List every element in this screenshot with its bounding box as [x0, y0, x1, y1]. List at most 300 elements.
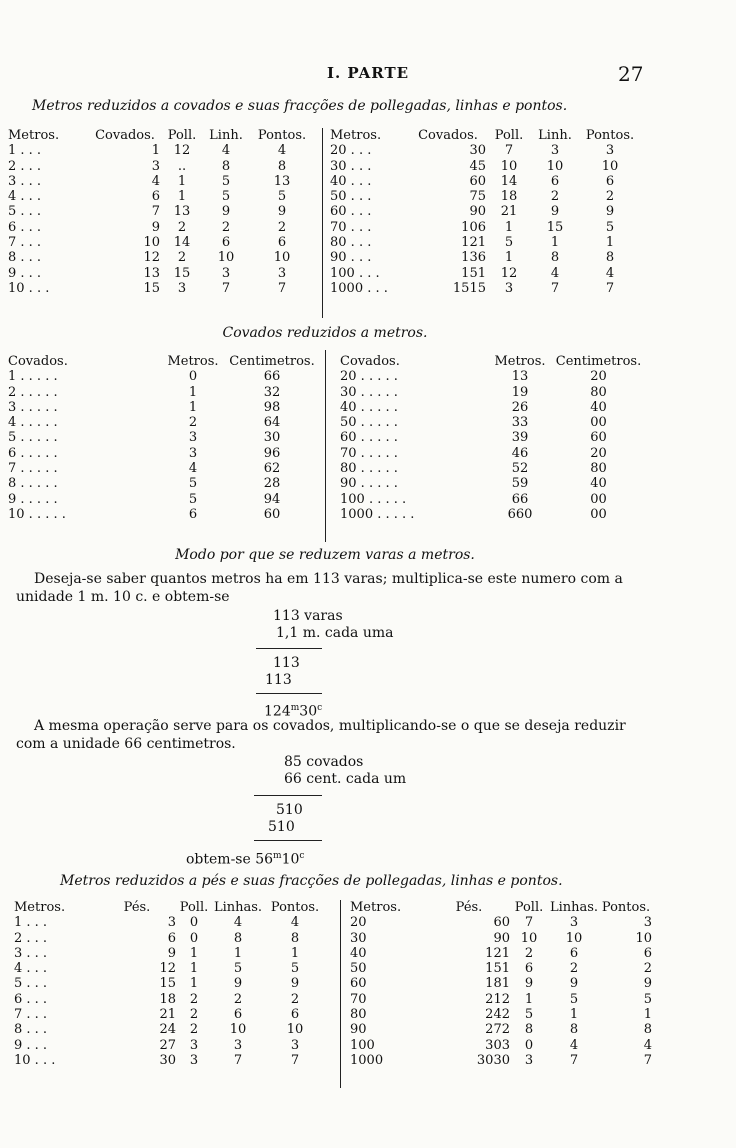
s1r-cell-col2: 14 — [500, 173, 518, 189]
s4r-cell-col2: 1 — [524, 991, 534, 1007]
s1l-cell-col1: 1 — [151, 143, 160, 159]
table-row — [350, 1038, 652, 1053]
calc1-line4: 113 — [265, 672, 292, 688]
s1r-cell-col3: 10 — [546, 158, 564, 174]
s2l-cell-col2: 98 — [263, 399, 281, 415]
page-number: 27 — [618, 62, 644, 86]
s1l-cell-col4: 2 — [277, 219, 287, 235]
table-row — [340, 369, 645, 384]
s1l-cell-col1: 12 — [143, 250, 160, 266]
table-row — [330, 143, 642, 158]
s4r-cell-col3: 5 — [569, 991, 579, 1007]
s1r-cell-col0: 1000 . . . — [330, 280, 388, 296]
s2l-cell-col2: 96 — [263, 445, 281, 461]
table-row — [340, 476, 645, 491]
s4l-cell-col1: 3 — [167, 915, 176, 931]
table-header-row — [350, 900, 652, 915]
table-row — [8, 415, 316, 430]
s4l-cell-col1: 30 — [159, 1052, 176, 1068]
s1l-cell-col1: 13 — [143, 265, 160, 281]
table-row — [8, 281, 316, 296]
s2l-cell-col2: 32 — [263, 384, 281, 400]
table-row — [14, 1038, 326, 1053]
s2l-cell-col1: 3 — [188, 430, 198, 446]
table-row — [340, 446, 645, 461]
s4l-cell-col3: 8 — [233, 930, 243, 946]
s4r-cell-col3: 4 — [569, 1037, 579, 1053]
s4l-cell-col3: 7 — [233, 1052, 243, 1068]
table-row — [8, 204, 316, 219]
s2l-cell-col1: 5 — [188, 491, 198, 507]
s2r-cell-col2: 60 — [590, 430, 607, 446]
s1r-cell-col1: 75 — [469, 189, 486, 205]
s1l-cell-col1: 3 — [151, 158, 160, 174]
table-row — [8, 235, 316, 250]
s4r-cell-col3: 2 — [569, 961, 579, 977]
table-row — [340, 385, 645, 400]
s2r-cell-col0: 70 . . . . . — [340, 445, 398, 461]
s4r-cell-col1: 121 — [485, 945, 510, 961]
s2l-header-col1: Metros. — [167, 354, 219, 369]
s1l-cell-col0: 9 . . . — [8, 265, 42, 281]
s1r-cell-col1: 136 — [461, 250, 486, 266]
s4r-cell-col2: 3 — [524, 1052, 534, 1068]
s4r-cell-col4: 5 — [643, 991, 652, 1007]
s2r-cell-col1: 46 — [511, 445, 529, 461]
s2l-cell-col1: 5 — [188, 476, 198, 492]
s1r-header-col1: Covados. — [418, 128, 478, 143]
table-row — [340, 461, 645, 476]
s2l-cell-col0: 6 . . . . . — [8, 445, 58, 461]
table-row — [14, 946, 326, 961]
s2r-cell-col2: 20 — [590, 445, 607, 461]
s4l-cell-col2: 2 — [189, 1007, 199, 1023]
table-row — [8, 174, 316, 189]
s4r-header-col0: Metros. — [350, 900, 402, 915]
s4l-cell-col1: 12 — [159, 961, 176, 977]
s4l-header-col3: Linhas. — [213, 900, 263, 915]
s4r-cell-col4: 6 — [643, 945, 652, 961]
s4l-cell-col4: 6 — [290, 1007, 300, 1023]
s2l-cell-col2: 28 — [263, 476, 281, 492]
s1l-cell-col2: 15 — [173, 265, 191, 281]
s4l-cell-col4: 5 — [290, 961, 300, 977]
table-row — [8, 143, 316, 158]
s1l-cell-col4: 9 — [277, 204, 287, 220]
s2l-cell-col1: 0 — [188, 369, 198, 385]
s1l-cell-col0: 6 . . . — [8, 219, 42, 235]
section3-title: Modo por que se reduzem varas a metros. — [175, 547, 475, 563]
s2-divider — [325, 350, 326, 542]
s2l-cell-col0: 1 . . . . . — [8, 369, 58, 385]
s2r-cell-col2: 40 — [590, 399, 607, 415]
s1l-cell-col3: 10 — [217, 250, 235, 266]
s2l-cell-col0: 7 . . . . . — [8, 461, 58, 477]
section1-title: Metros reduzidos a covados e suas fracções de pollegadas, linhas e pontos. — [32, 98, 568, 114]
s1l-cell-col4: 10 — [273, 250, 291, 266]
s4l-cell-col3: 5 — [233, 961, 243, 977]
table-row — [14, 961, 326, 976]
section2-title: Covados reduzidos a metros. — [222, 325, 428, 341]
calc1-line3: 113 — [273, 655, 300, 671]
s1l-cell-col3: 6 — [221, 235, 231, 251]
s1l-cell-col1: 7 — [151, 204, 160, 220]
s1r-cell-col3: 9 — [550, 204, 560, 220]
table-row — [350, 1007, 652, 1022]
table-row — [8, 476, 316, 491]
s4r-cell-col3: 1 — [569, 1007, 579, 1023]
table-row — [350, 915, 652, 930]
s1r-cell-col4: 8 — [605, 250, 615, 266]
table-row — [8, 446, 316, 461]
s4l-cell-col1: 9 — [167, 945, 176, 961]
s2l-cell-col0: 4 . . . . . — [8, 415, 58, 431]
s1l-cell-col2: 2 — [177, 219, 187, 235]
s2r-cell-col1: 59 — [511, 476, 529, 492]
s2l-cell-col2: 64 — [263, 415, 281, 431]
table-row — [8, 507, 316, 522]
s1l-cell-col0: 2 . . . — [8, 158, 42, 174]
s2l-cell-col0: 8 . . . . . — [8, 476, 58, 492]
s2l-cell-col1: 2 — [188, 415, 198, 431]
s1r-cell-col0: 50 . . . — [330, 189, 372, 205]
s2r-cell-col0: 60 . . . . . — [340, 430, 398, 446]
s4l-cell-col0: 4 . . . — [14, 961, 48, 977]
s1r-cell-col3: 1 — [550, 235, 560, 251]
table-row — [330, 281, 642, 296]
s4r-cell-col1: 212 — [485, 991, 510, 1007]
s2l-cell-col0: 9 . . . . . — [8, 491, 58, 507]
s1r-cell-col0: 80 . . . — [330, 235, 372, 251]
table-row — [330, 235, 642, 250]
s1l-cell-col3: 7 — [221, 280, 231, 296]
s4r-cell-col1: 181 — [485, 976, 510, 992]
s1l-cell-col4: 8 — [277, 158, 287, 174]
table-row — [330, 250, 642, 265]
calc1-rule1 — [256, 648, 322, 649]
s4l-cell-col3: 4 — [233, 915, 243, 931]
table-row — [330, 220, 642, 235]
s2r-cell-col2: 40 — [590, 476, 607, 492]
table-header-row — [8, 128, 316, 143]
paragraph2-line1: A mesma operação serve para os covados, multiplicando-se o que se deseja reduzir — [34, 718, 626, 734]
s2l-cell-col2: 60 — [263, 506, 281, 522]
s4l-cell-col2: 0 — [189, 915, 199, 931]
s4r-header-col1: Pés. — [455, 900, 483, 915]
table-row — [350, 931, 652, 946]
s1r-cell-col3: 2 — [550, 189, 560, 205]
s4r-header-col2: Poll. — [514, 900, 544, 915]
table-row — [14, 1022, 326, 1037]
s2r-cell-col2: 80 — [590, 461, 607, 477]
s2r-cell-col2: 00 — [590, 491, 607, 507]
table-row — [14, 915, 326, 930]
s1r-cell-col0: 40 . . . — [330, 173, 372, 189]
s2r-cell-col1: 19 — [511, 384, 529, 400]
s4r-cell-col2: 0 — [524, 1037, 534, 1053]
s4r-cell-col2: 9 — [524, 976, 534, 992]
s1r-cell-col4: 9 — [605, 204, 615, 220]
s4l-cell-col1: 27 — [159, 1037, 176, 1053]
s1l-cell-col2: 13 — [173, 204, 191, 220]
s2l-cell-col0: 2 . . . . . — [8, 384, 58, 400]
s1l-cell-col2: 1 — [177, 173, 187, 189]
s4r-cell-col4: 2 — [643, 961, 652, 977]
s2l-cell-col2: 66 — [263, 369, 281, 385]
s2l-cell-col1: 1 — [188, 399, 198, 415]
s2r-cell-col1: 13 — [511, 369, 529, 385]
s4l-cell-col0: 7 . . . — [14, 1007, 48, 1023]
s4r-header-col3: Linhas. — [549, 900, 599, 915]
s4r-cell-col1: 60 — [493, 915, 510, 931]
table-row — [330, 266, 642, 281]
table-row — [350, 1053, 652, 1068]
s1r-cell-col3: 4 — [550, 265, 560, 281]
s1r-cell-col4: 10 — [601, 158, 619, 174]
s1l-cell-col1: 10 — [143, 235, 160, 251]
table-row — [8, 266, 316, 281]
s1l-cell-col4: 7 — [277, 280, 287, 296]
s4r-cell-col0: 60 — [350, 976, 367, 992]
s4l-cell-col1: 6 — [167, 930, 176, 946]
s1l-cell-col3: 3 — [221, 265, 231, 281]
s4r-cell-col3: 7 — [569, 1052, 579, 1068]
table-row — [340, 507, 645, 522]
s4l-cell-col4: 7 — [290, 1052, 300, 1068]
s4l-cell-col2: 2 — [189, 991, 199, 1007]
s4-divider — [340, 900, 341, 1088]
table-row — [14, 931, 326, 946]
s1l-cell-col3: 9 — [221, 204, 231, 220]
s1l-cell-col2: 2 — [177, 250, 187, 266]
s1l-cell-col3: 5 — [221, 173, 231, 189]
s1r-cell-col1: 60 — [469, 173, 486, 189]
s2l-cell-col1: 6 — [188, 506, 198, 522]
s4r-cell-col3: 3 — [569, 915, 579, 931]
s1l-cell-col4: 5 — [277, 189, 287, 205]
s1r-cell-col2: 5 — [504, 235, 514, 251]
s1r-cell-col1: 121 — [461, 235, 486, 251]
s4-right-table — [350, 900, 652, 1068]
s2l-cell-col2: 30 — [263, 430, 281, 446]
s1l-cell-col2: .. — [177, 158, 187, 174]
s4r-cell-col4: 10 — [635, 930, 652, 946]
section4-title: Metros reduzidos a pés e suas fracções de pollegadas, linhas e pontos. — [60, 873, 563, 889]
s2l-cell-col1: 1 — [188, 384, 198, 400]
s1l-cell-col2: 14 — [173, 235, 191, 251]
table-header-row — [8, 354, 316, 369]
s1r-cell-col2: 1 — [504, 250, 514, 266]
s1l-cell-col1: 15 — [143, 280, 160, 296]
s4r-cell-col4: 9 — [643, 976, 652, 992]
calc2-result: obtem-se 56$^m$10$^c$ — [186, 851, 305, 868]
s4l-cell-col3: 2 — [233, 991, 243, 1007]
s1r-cell-col0: 60 . . . — [330, 204, 372, 220]
calc2-rule2 — [254, 840, 322, 841]
s1l-cell-col1: 9 — [151, 219, 160, 235]
s4l-cell-col0: 2 . . . — [14, 930, 48, 946]
s4l-cell-col0: 10 . . . — [14, 1052, 56, 1068]
s1l-cell-col3: 8 — [221, 158, 231, 174]
s4r-cell-col3: 8 — [569, 1022, 579, 1038]
s1r-cell-col4: 6 — [605, 173, 615, 189]
s4r-cell-col1: 90 — [493, 930, 510, 946]
s1-left-table — [8, 128, 316, 296]
s2r-cell-col0: 30 . . . . . — [340, 384, 398, 400]
table-row — [340, 430, 645, 445]
s2r-header-col0: Covados. — [340, 354, 400, 369]
table-row — [340, 400, 645, 415]
s1l-cell-col2: 1 — [177, 189, 187, 205]
s2r-cell-col1: 52 — [511, 461, 529, 477]
calc2-line4: 510 — [268, 819, 295, 835]
table-row — [8, 492, 316, 507]
s4l-cell-col4: 10 — [286, 1022, 304, 1038]
s1r-cell-col4: 4 — [605, 265, 615, 281]
s4l-cell-col2: 3 — [189, 1037, 199, 1053]
calc1-result: 124$^m$30$^c$ — [264, 703, 323, 720]
table-row — [350, 1022, 652, 1037]
s2r-cell-col1: 39 — [511, 430, 529, 446]
s2r-cell-col2: 00 — [590, 415, 607, 431]
s1r-cell-col3: 15 — [546, 219, 564, 235]
table-row — [8, 369, 316, 384]
s4l-cell-col1: 24 — [159, 1022, 176, 1038]
table-row — [14, 992, 326, 1007]
table-row — [350, 961, 652, 976]
s1r-cell-col0: 20 . . . — [330, 143, 372, 159]
s1r-cell-col4: 1 — [605, 235, 615, 251]
s1l-cell-col1: 4 — [151, 173, 160, 189]
s1l-cell-col0: 3 . . . — [8, 173, 42, 189]
table-row — [350, 976, 652, 991]
s1l-cell-col2: 3 — [177, 280, 187, 296]
s1l-header-col4: Pontos. — [257, 128, 307, 143]
s4r-cell-col4: 7 — [643, 1052, 652, 1068]
paragraph2-line2: com a unidade 66 centimetros. — [16, 736, 236, 752]
s1l-cell-col3: 4 — [221, 143, 231, 159]
s4r-cell-col2: 10 — [520, 930, 538, 946]
table-row — [330, 189, 642, 204]
s4r-cell-col0: 50 — [350, 961, 367, 977]
s4l-cell-col4: 4 — [290, 915, 300, 931]
s4l-cell-col3: 1 — [233, 945, 243, 961]
s2l-cell-col2: 94 — [263, 491, 281, 507]
s2l-cell-col2: 62 — [263, 461, 281, 477]
s1r-cell-col3: 7 — [550, 280, 560, 296]
table-row — [8, 400, 316, 415]
calc1-line2: 1,1 m. cada uma — [276, 625, 394, 641]
s4l-cell-col4: 3 — [290, 1037, 300, 1053]
calc1-rule2 — [256, 693, 322, 694]
s1r-cell-col3: 6 — [550, 173, 560, 189]
table-header-row — [340, 354, 645, 369]
s1r-cell-col4: 7 — [605, 280, 615, 296]
s2r-cell-col1: 26 — [511, 399, 529, 415]
table-row — [14, 1053, 326, 1068]
s4l-cell-col2: 1 — [189, 961, 199, 977]
s4r-cell-col0: 30 — [350, 930, 367, 946]
s1r-cell-col2: 18 — [500, 189, 518, 205]
s1r-cell-col0: 100 . . . — [330, 265, 380, 281]
s2r-cell-col0: 40 . . . . . — [340, 399, 398, 415]
table-row — [330, 174, 642, 189]
table-row — [8, 220, 316, 235]
s1l-cell-col3: 5 — [221, 189, 231, 205]
s1l-cell-col4: 6 — [277, 235, 287, 251]
s4l-cell-col4: 8 — [290, 930, 300, 946]
s4l-header-col2: Poll. — [179, 900, 209, 915]
s2r-cell-col2: 00 — [590, 506, 607, 522]
s4l-cell-col2: 1 — [189, 976, 199, 992]
s4l-cell-col3: 6 — [233, 1007, 243, 1023]
s4r-cell-col0: 20 — [350, 915, 367, 931]
s1l-cell-col3: 2 — [221, 219, 231, 235]
s1l-header-col1: Covados. — [95, 128, 155, 143]
s4r-cell-col1: 303 — [485, 1037, 510, 1053]
s2-right-table — [340, 354, 645, 522]
s4r-cell-col1: 151 — [485, 961, 510, 977]
s4r-cell-col1: 272 — [485, 1022, 510, 1038]
s4l-cell-col2: 3 — [189, 1052, 199, 1068]
s2l-cell-col0: 3 . . . . . — [8, 399, 58, 415]
calc1-line1: 113 varas — [273, 608, 343, 624]
table-row — [8, 250, 316, 265]
table-header-row — [330, 128, 642, 143]
s4r-cell-col3: 10 — [565, 930, 583, 946]
s1r-cell-col4: 3 — [605, 143, 615, 159]
s1r-cell-col0: 30 . . . — [330, 158, 372, 174]
s4r-cell-col3: 9 — [569, 976, 579, 992]
s2r-cell-col0: 80 . . . . . — [340, 461, 398, 477]
table-row — [14, 976, 326, 991]
part-heading: I. PARTE — [326, 64, 410, 82]
s4l-cell-col4: 9 — [290, 976, 300, 992]
s1r-cell-col4: 2 — [605, 189, 615, 205]
table-row — [340, 415, 645, 430]
s4r-cell-col4: 8 — [643, 1022, 652, 1038]
s2-left-table — [8, 354, 316, 522]
s1r-cell-col2: 21 — [500, 204, 518, 220]
s1r-header-col3: Linh. — [538, 128, 572, 143]
s1r-header-col4: Pontos. — [585, 128, 635, 143]
s1r-header-col0: Metros. — [330, 128, 382, 143]
s2r-cell-col0: 1000 . . . . . — [340, 506, 415, 522]
s4l-cell-col0: 5 . . . — [14, 976, 48, 992]
s4l-cell-col0: 9 . . . — [14, 1037, 48, 1053]
s1l-cell-col4: 4 — [277, 143, 287, 159]
table-row — [8, 189, 316, 204]
s1l-cell-col0: 5 . . . — [8, 204, 42, 220]
s1r-cell-col2: 7 — [504, 143, 514, 159]
s4r-cell-col4: 1 — [643, 1007, 652, 1023]
s4l-cell-col3: 9 — [233, 976, 243, 992]
s2l-cell-col0: 10 . . . . . — [8, 506, 66, 522]
s2l-cell-col1: 3 — [188, 445, 198, 461]
s1l-cell-col0: 7 . . . — [8, 235, 42, 251]
s4l-cell-col2: 1 — [189, 945, 199, 961]
s4r-cell-col2: 8 — [524, 1022, 534, 1038]
s1r-cell-col1: 45 — [469, 158, 486, 174]
s2r-header-col2: Centimetros. — [555, 354, 642, 369]
s2r-cell-col0: 100 . . . . . — [340, 491, 407, 507]
s4l-header-col4: Pontos. — [270, 900, 320, 915]
paragraph1-line1: Deseja-se saber quantos metros ha em 113 varas; multiplica-se este numero com a — [34, 571, 623, 587]
s1l-cell-col0: 8 . . . — [8, 250, 42, 266]
table-row — [8, 461, 316, 476]
s1l-cell-col0: 4 . . . — [8, 189, 42, 205]
s1r-cell-col2: 3 — [504, 280, 514, 296]
